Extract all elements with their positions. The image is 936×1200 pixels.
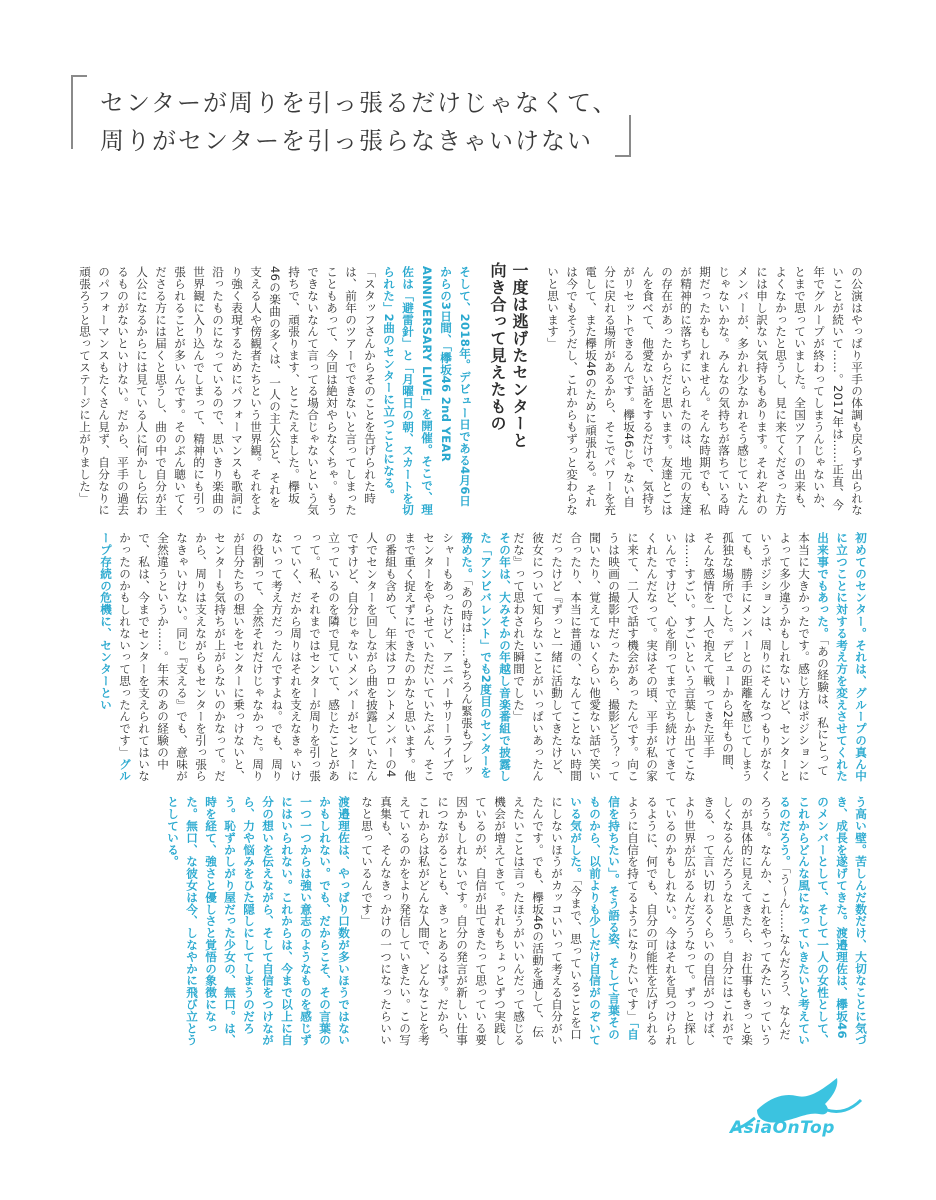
article-paragraph: 「自信を持ちたい」。そう語る姿、そして言葉そのものから、以前よりも少しだけ自信がのぞいている気がした。 [569,796,640,1046]
article-paragraph: の公演はやっぱり平手の体調も戻らず出られないことが続いて……。2017年は……正直、今年でグループが終わってしまうんじゃないか、とまで思っていました。全国ツアーの出来も、よくなかったと思うし、見に来てくださった方には申し訳ない気持ちもあります。それぞれのメンバーが、多かれ少なかれそう感じていたんじゃないかな。みんなの気持ちが落ちている時期だったかもしれません。そんな時期でも、私が精神的に落ちずにいられたのは、地元の友達の存在があったからだと思います。友達とごはんを食べて、他愛ない話をするだけで、気持ちがリセットできるんです。欅坂46じゃない自分に戻れる場所があるから、そこでパワーを充電して、また欅坂46のために頑張れる。それは今でもそうだし、これからもずっと変わらないと思います」 [546,266,864,516]
headline-line-2: 周りがセンターを引っ張らなきゃいけない [100,127,594,155]
article-block-bottom-left [95,796,353,1046]
headline-bracket-close [615,115,631,157]
article-paragraph: そして、2018年。デビュー日である4月6日からの3日間、「欅坂46 2nd YEAR ANNIVERSARY LIVE」を開催。そこで、理佐は「避雷針」と「月曜日の朝、スカートを切られた」2曲のセンターに立つことになる。 [382,266,472,516]
article-paragraph: グループ存続の危機に、センターとい [99,532,132,782]
watermark-text: AsiaOnTop [730,1118,835,1138]
headline-line-1: センターが周りを引っ張るだけじゃなくて、 [100,89,619,117]
article-paragraph: 「あの経験は、私にとって本当に大きかったです。感じ方はポジションによって多少違うかもしれないけど、センターというポジションは、周りにそんなつもりがなくても、勝手にメンバーとの距離を感じてしまう孤独な場所でした。デビューから2年もの間、そんな感情を一人で抱えて戦ってきた平手は……すごい。すごいという言葉しか出てこないんですけど、心を削ってまで立ち続けてきてくれたんだなって。実はその頃、平手が私の家に来て、二人で話す機会があったんです。向こうは映画の撮影中だったから、撮影どう？って聞いたり、覚えてないくらい他愛ない話で笑い合ったり、本当に普通の、なんてことない時間だったけど『ずっと一緒に活動してきたけど、彼女について知らないことがいっぱいあったんだな』って思わされた瞬間でした」 [512,532,830,782]
headline-bracket-open [71,75,87,149]
article-block-bottom-right [512,532,870,782]
article-paragraph: 「スタッフさんからそのことを告げられた時は、前年のツアーでできないと言ってしまったこともあって、今回は絶対やらなくちゃ。もうできないなんて言ってる場合じゃないという気持ちで、頑張ります、とこたえました。欅坂46の楽曲の多くは、一人の主人公と、それを支える人や傍観者たちという世界観。それをより強く表現するためにパフォーマンスも歌詞に沿ったものになっているので、思いきり楽曲の世界観に入り込んでしまって、精神的にも引っ張られることが多いんです。そのぶん聴いてくださる方には届くと思うし、曲の中で自分が主人公になるからには見ている人に何かしら伝わるものがないといけない。だから、平手の過去のパフォーマンスもたくさん見ず、自分なりに頑張ろうと思ってステージに上がりました」 [78,266,377,516]
subhead [486,262,530,512]
article-block-top-left [74,266,474,516]
article-block-top-right [546,266,866,516]
article-block-bottom-middle [360,796,870,1046]
article-paragraph: 「あの時は……もちろん緊張もプレッシャーもあったけど、アニバーサリーライブでセンターをやらせていただいていたぶん、そこまで重く捉えずにできたのかなと思います。他の番組も含めて、年末はフロントメンバーの4人でセンターを回しながら曲を披露していたんですけど、自分じゃないメンバーがセンターに立っているのを隣で見ていて、感じたことがあって。私、それまではセンターが周りを引っ張っていく、だから周りはそれを支えなきゃいけないって考え方だったんですよね。でも、周りの役割って、全然それだけじゃなかった。周りが自分たちの想いをセンターに乗っけないと、センターも気持ちが上がらないのかなって。だから、周りは支えながらもセンターを引っ張らなきゃいけない。同じ『支える』でも、意味が全然違うというか……。年末のあの経験の中で、私は、今までセンターを支えられてはいなかったのかもしれないって思ったんです」 [118,532,474,782]
article-paragraph: 渡邉理佐は、やっぱり口数が多いほうではないかもしれない。でも、だからこそ、その言葉の一つ一つからは強い意志のようなものを感じずにはいられない。これからは、今まで以上に自分の想いを伝えながら、そして自信をつけながら、力や悩みをひた隠しにしてしまうのだろう。恥ずかしがり屋だった少女の、無口。は、時を経て、強さと優しさと覚悟の象徴になった。無口、な彼女は今、しなやかに飛び立とうとしている。 [166,796,351,1046]
article-paragraph: 「う〜ん……なんだろう、なんだろうな。なんか、これをやってみたいっていうのが具体的に見えてきたら、お仕事もきっと楽しくなるんだろうなと思う。自分にはこれができる、って言い切れるくらいの自信がつけば、より世界が広がるんだろうなって。ずっと探しているのかもしれない。今はそれを見つけられるように、何でも、自分の可能性を広げられるように自信を持てるようになりたいです」 [626,796,792,1046]
article-paragraph: 初めてのセンター。それは、グループの真ん中に立つことに対する考え方を変えさせてくれた出来事でもあった。 [816,532,868,782]
article-paragraph: その年は、大みそかの年越し音楽番組で披露した「アンビバレント」でも2度目のセンターを務めた。 [460,532,512,782]
article-paragraph: う高い壁。苦しんだ数だけ、大切なことに気づき、成長を遂げてきた。渡邉理佐は、欅坂46のメンバーとして、そして一人の女性として、これからどんな風になっていきたいと考えているのだろう。 [778,796,868,1046]
subhead-line-2: 向き合って見えたもの [488,262,507,432]
article-paragraph: 「今まで、思っていることを口にしないほうがカッコいいって考える自分がいたんです。でも、欅坂46の活動を通して、伝えたいことは言ったほうがいいんだって感じる機会が増えてきて。それもちょっとずつ実践しているのが、自信が出てきたって思っている要因かもしれないです。自分の発言が新しい仕事につながることも、きっとあるはず。だから、これからは私がどんな人間で、どんなことを考えているのかをより発信していきたい。この写真集も、そんなきっかけの一つになったらいいなと思っているんです」 [360,796,583,1046]
article-block-bottom-right-cont [74,532,514,782]
subhead-line-1: 一度は逃げたセンターと [510,262,529,449]
headline [100,84,619,160]
